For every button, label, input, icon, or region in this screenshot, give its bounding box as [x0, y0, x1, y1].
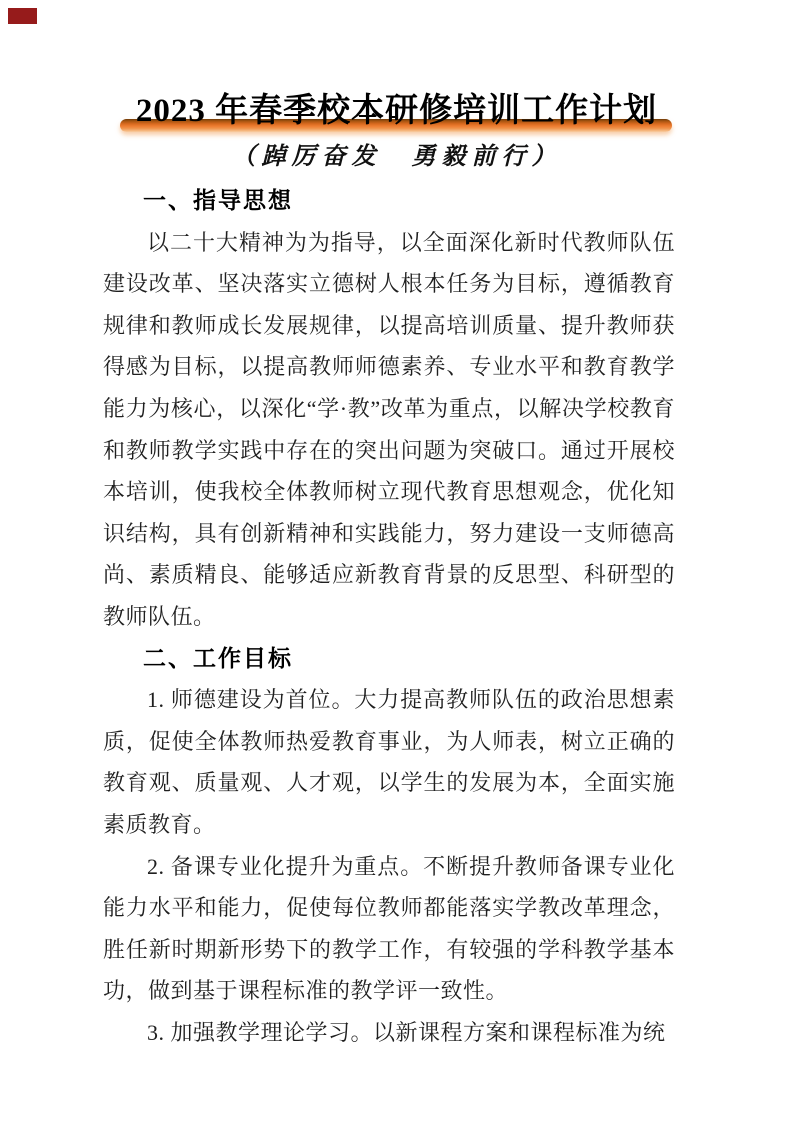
paragraph-goal-3: 3. 加强教学理论学习。以新课程方案和课程标准为统	[147, 1019, 666, 1045]
paragraph-guiding-ideology: 以二十大精神为为指导，以全面深化新时代教师队伍建设改革、坚决落实立德树人根本任务为目标，遵循教育规律和教师成长发展规律，以提高培训质量、提升教师获得感为目标，以提高教师师德素养、专业水平和教育教学能力为核心，以深化“学·教”改革为重点，以解决学校教育和教师教学实践中存在的突出问题为突破口。通过开展校本培训，使我校全体教师树立现代教育思想观念，优化知识结构，具有创新精神和实践能力，努力建设一支师德高尚、素质精良、能够适应新教育背景的反思型、科研型的教师队伍。	[103, 229, 675, 629]
paragraph-goal-1: 1. 师德建设为首位。大力提高教师队伍的政治思想素质，促使全体教师热爱教育事业，为人师表，树立正确的教育观、质量观、人才观，以学生的发展为本，全面实施素质教育。	[103, 687, 675, 837]
section-heading-work-goals: 二、工作目标	[143, 644, 293, 671]
section-heading-guiding-ideology: 一、指导思想	[143, 187, 293, 213]
document-subtitle: （踔厉奋发 勇毅前行）	[231, 144, 562, 170]
corner-red-mark	[8, 8, 37, 24]
paragraph-goal-2: 2. 备课专业化提升为重点。不断提升教师备课专业化能力水平和能力，促使每位教师都能落实学教改革理念，胜任新时期新形势下的教学工作，有较强的学科教学基本功，做到基于课程标准的教学评一致性。	[103, 853, 675, 1004]
document-title: 2023 年春季校本研修培训工作计划	[135, 93, 658, 129]
document-body	[103, 180, 675, 1053]
